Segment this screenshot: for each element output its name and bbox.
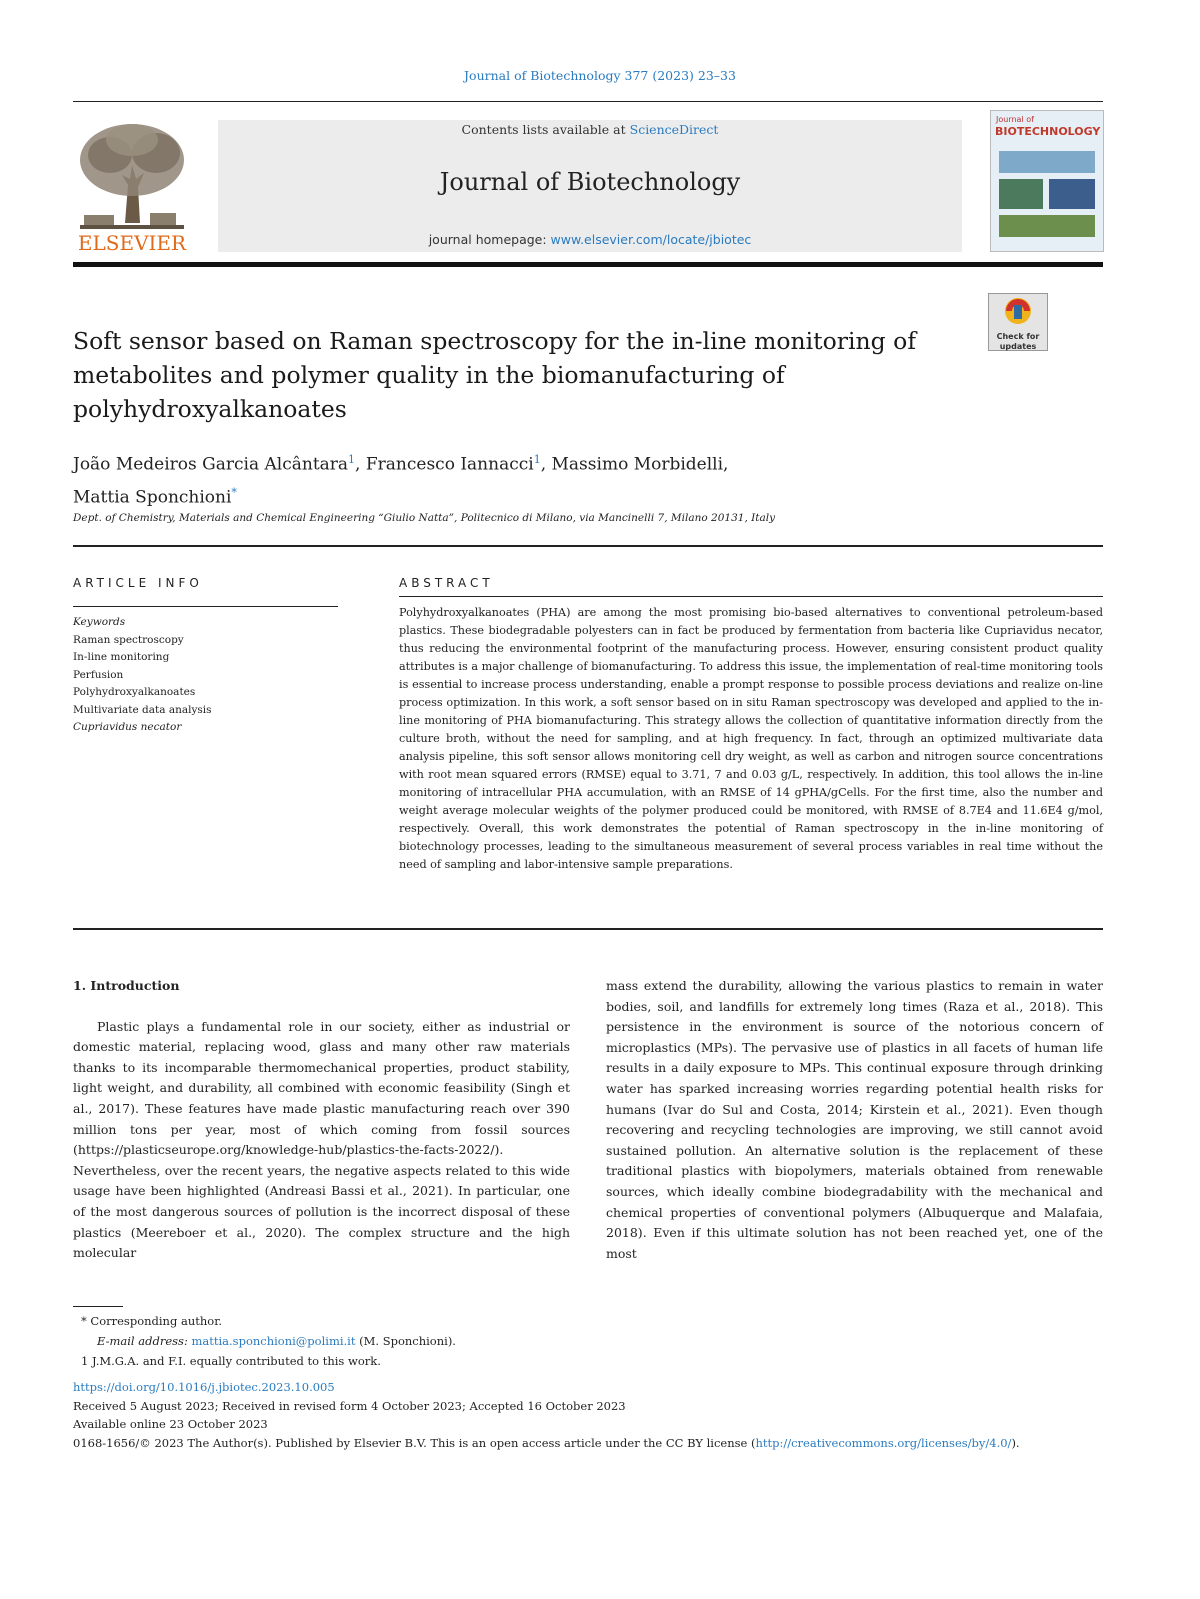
cover-title-small: Journal of (996, 115, 1034, 124)
article-title: Soft sensor based on Raman spectroscopy for the in-line monitoring of metabolites and polymer quality in the biomanufacturing of polyhydroxyalkanoates (73, 327, 917, 423)
masthead-thick-rule (73, 262, 1103, 267)
keywords-title: Keywords (73, 616, 126, 628)
doi-link[interactable]: https://doi.org/10.1016/j.jbiotec.2023.10.005 (73, 1380, 335, 1394)
keyword-item: Raman spectroscopy (73, 633, 184, 646)
cover-title-big: BIOTECHNOLOGY (995, 125, 1101, 138)
keyword-item: In-line monitoring (73, 651, 170, 663)
affiliation: Dept. of Chemistry, Materials and Chemical Engineering “Giulio Natta”, Politecnico di Milano, via Mancinelli 7, Milano 20131, Italy (73, 512, 776, 524)
keyword-item: Multivariate data analysis (73, 703, 212, 716)
journal-title: Journal of Biotechnology (439, 168, 741, 196)
journal-reference[interactable]: Journal of Biotechnology 377 (2023) 23–33 (464, 68, 736, 83)
homepage-line (218, 232, 962, 247)
article-info-rule (73, 606, 338, 607)
author-list: João Medeiros Garcia Alcântara$^1$, Francesco Iannacci$^1$, Massimo Morbidelli, Mattia Sponchioni* (73, 453, 729, 508)
introduction-heading: 1. Introduction (73, 978, 180, 993)
author-name[interactable]: Massimo Morbidelli (551, 454, 724, 475)
check-for-updates-badge[interactable] (988, 293, 1048, 351)
intro-right-column (606, 976, 1103, 1264)
author-mark[interactable]: * (231, 485, 237, 499)
cover-image-4 (999, 215, 1095, 237)
footnote-rule (73, 1306, 123, 1307)
check-updates-icon (989, 294, 1047, 328)
author-name[interactable]: Mattia Sponchioni (73, 487, 232, 508)
email-note (73, 1331, 673, 1351)
journal-cover[interactable] (990, 110, 1104, 252)
check-updates-label: Check for updates (996, 332, 1040, 351)
cover-image-1 (999, 151, 1095, 173)
elsevier-wordmark: ELSEVIER (77, 231, 187, 255)
author-mark[interactable]: 1 (533, 453, 541, 466)
abstract-rule (399, 596, 1103, 597)
cover-image-2 (999, 179, 1043, 209)
email-suffix: (M. Sponchioni). (355, 1334, 456, 1348)
license-line (73, 1434, 1113, 1453)
corresponding-author-note: * Corresponding author. (81, 1314, 223, 1328)
license-suffix: ). (1011, 1435, 1020, 1450)
abstract-bottom-rule (73, 928, 1103, 930)
keyword-item: Polyhydroxyalkanoates (73, 686, 196, 698)
keywords-block (73, 614, 333, 737)
author-name[interactable]: João Medeiros Garcia Alcântara (73, 454, 349, 475)
intro-paragraph-right: mass extend the durability, allowing the various plastics to remain in water bodies, soil, and landfills for extremely long times (Raza et al., 2018). This persistence in the environment is source of the notorious concern of microplastics (MPs). The pervasive use of plastics in all facets of human life results in a daily exposure to MPs. This continual exposure through drinking water has sparked increasing worries regarding potential health risks for humans (Ivar do Sul and Costa, 2014; Kirstein et al., 2021). Even though recovering and recycling technologies are improving, we still cannot avoid sustained pollution. An alternative solution is the replacement of these traditional plastics with biopolymers, materials obtained from renewable sources, which ideally combine biodegradability with the mechanical and chemical properties of conventional polymers (Albuquerque and Malafaia, 2018). Even if this ultimate solution has not been reached yet, one of the most (606, 978, 1103, 1261)
license-link[interactable]: http://creativecommons.org/licenses/by/4.0/ (755, 1435, 1012, 1450)
abstract-text: Polyhydroxyalkanoates (PHA) are among the most promising bio-based alternatives to conventional petroleum-based plastics. These biodegradable polyesters can in fact be produced by fermentation from bacteria like Cupriavidus necator, thus reducing the environmental footprint of the manufacturing process. However, ensuring consistent product quality attributes is a major challenge of biomanufacturing. To address this issue, the implementation of real-time monitoring tools is essential to increase process understanding, enable a prompt response to possible process deviations and realize on-line process optimization. In this work, a soft sensor based on in situ Raman spectroscopy was developed and applied to the in-line monitoring of PHA biomanufacturing. This strategy allows the collection of quantitative information directly from the culture broth, without the need for sampling, and at high frequency. In fact, through an optimized multivariate data analysis pipeline, this soft sensor allows monitoring cell dry weight, as well as carbon and nitrogen source concentrations with root mean squared errors (RMSE) equal to 3.71, 7 and 0.03 g/L, respectively. In addition, this tool allows the in-line monitoring of intracellular PHA accumulation, with an RMSE of 14 gPHA/gCells. For the first time, also the number and weight average molecular weights of the polymer produced could be monitored, with RMSE of 8.7E4 and 11.6E4 g/mol, respectively. Overall, this work demonstrates the potential of Raman spectroscopy in the in-line monitoring of biotechnology processes, leading to the simultaneous measurement of several process variables in real time without the need of sampling and labor-intensive sample preparations. (399, 606, 1103, 871)
homepage-prefix: journal homepage: (428, 232, 551, 247)
keyword-item: Perfusion (73, 668, 124, 681)
abstract-heading: ABSTRACT (399, 576, 494, 590)
available-online: Available online 23 October 2023 (73, 1417, 268, 1431)
email-label: E-mail address: (97, 1334, 192, 1348)
elsevier-logo[interactable] (70, 115, 194, 255)
intro-paragraph-left: Plastic plays a fundamental role in our society, either as industrial or domestic material, replacing wood, glass and many other raw materials thanks to its incomparable thermomechanical properties, product stability, light weight, and durability, all combined with economic feasibility (Singh et al., 2017). These features have made plastic manufacturing reach over 390 million tons per year, most of which coming from fossil sources (https://plasticseurope.org/knowledge-hub/plastics-the-facts-2022/). Nevertheless, over the recent years, the negative aspects related to this wide usage have been highlighted (Andreasi Bassi et al., 2021). In particular, one of the most dangerous sources of pollution is the incorrect disposal of these plastics (Meereboer et al., 2020). The complex structure and the high molecular (73, 1018, 570, 1261)
masthead (218, 120, 962, 252)
title-section-rule (73, 545, 1103, 547)
article-metadata (73, 1378, 1113, 1452)
homepage-link[interactable]: www.elsevier.com/locate/jbiotec (550, 232, 752, 247)
contents-prefix: Contents lists available at (461, 122, 630, 137)
sciencedirect-link[interactable]: ScienceDirect (629, 122, 719, 137)
header-top-rule (73, 101, 1103, 102)
cover-image-3 (1049, 179, 1095, 209)
author-name[interactable]: Francesco Iannacci (365, 454, 534, 475)
footnotes (73, 1306, 673, 1371)
received-dates: Received 5 August 2023; Received in revised form 4 October 2023; Accepted 16 October 2023 (73, 1398, 626, 1413)
equal-contribution-note: 1 J.M.G.A. and F.I. equally contributed to this work. (81, 1354, 381, 1368)
contents-line (218, 122, 962, 137)
intro-left-column (73, 976, 570, 1264)
article-info-heading: ARTICLE INFO (73, 576, 203, 590)
license-prefix: 0168-1656/© 2023 The Author(s). Published by Elsevier B.V. This is an open access article under the CC BY license ( (73, 1435, 756, 1450)
email-link[interactable]: mattia.sponchioni@polimi.it (191, 1334, 356, 1348)
author-mark[interactable]: 1 (348, 453, 356, 466)
keyword-item: Cupriavidus necator (73, 721, 182, 733)
